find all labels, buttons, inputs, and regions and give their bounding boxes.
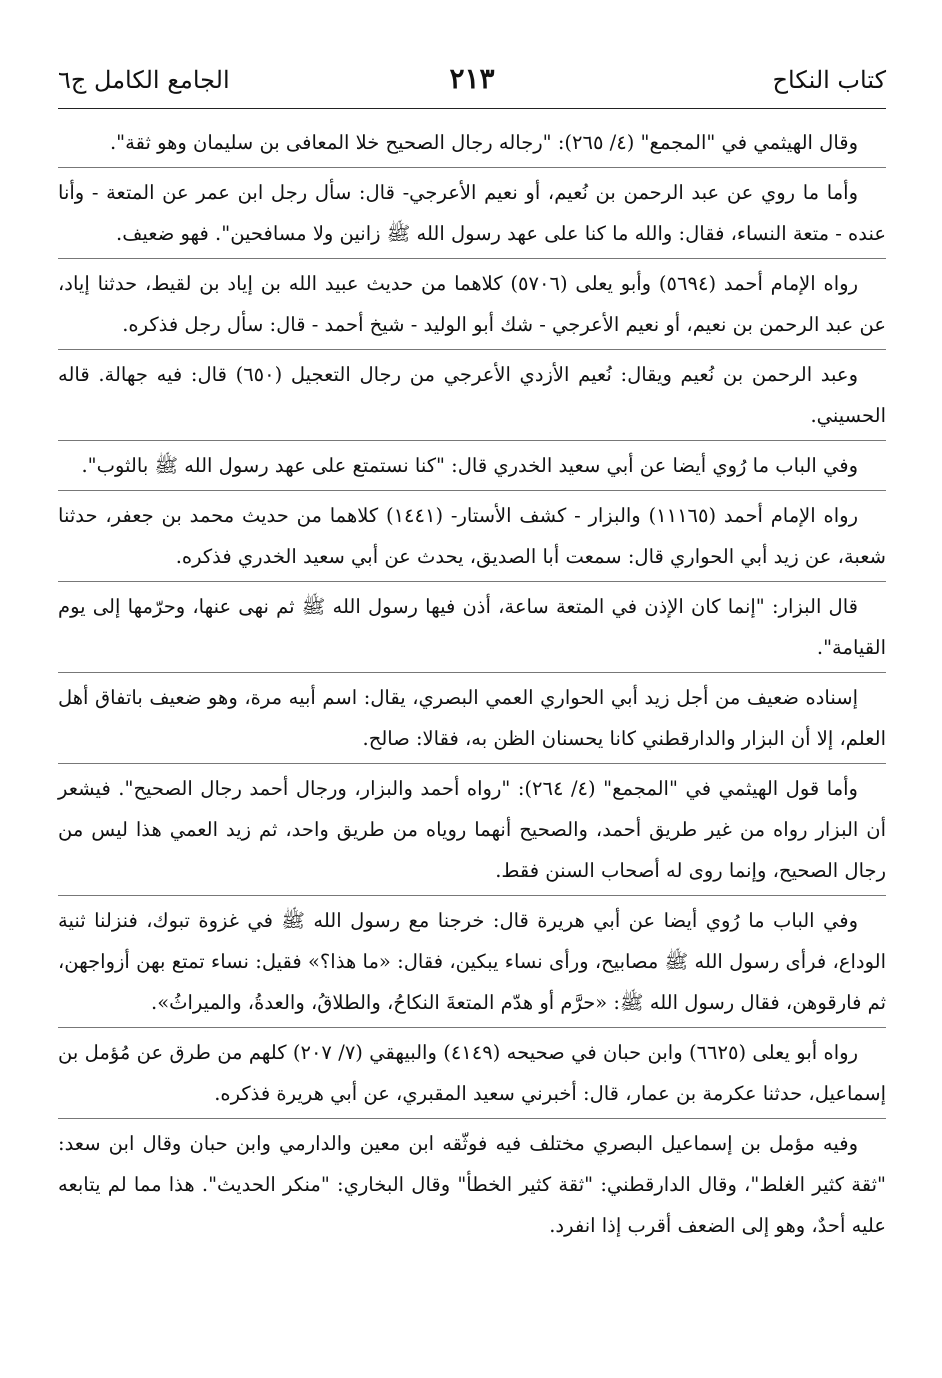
page-number: ٢١٣ bbox=[449, 62, 495, 95]
paragraph: إسناده ضعيف من أجل زيد أبي الحواري العمي البصري، يقال: اسم أبيه مرة، وهو ضعيف باتفاق أهل العلم، إلا أن البزار والدارقطني كانا يحسنان الظن به، فقالا: صالح. bbox=[58, 672, 886, 763]
paragraph: رواه الإمام أحمد (١١١٦٥) والبزار - كشف الأستار- (١٤٤١) كلاهما من حديث محمد بن جعفر، حدثنا شعبة، عن زيد أبي الحواري قال: سمعت أبا الصديق، يحدث عن أبي سعيد الخدري فذكره. bbox=[58, 490, 886, 581]
paragraph: وقال الهيثمي في "المجمع" (٤/ ٢٦٥): "رجاله رجال الصحيح خلا المعافى بن سليمان وهو ثقة". bbox=[109, 131, 858, 154]
paragraph: وفي الباب ما رُوي أيضا عن أبي سعيد الخدري قال: "كنا نستمتع على عهد رسول الله ﷺ بالثوب". bbox=[58, 440, 886, 490]
page-header bbox=[58, 62, 886, 102]
header-rule bbox=[58, 108, 886, 109]
paragraph: وعبد الرحمن بن نُعيم ويقال: نُعيم الأزدي الأعرجي من رجال التعجيل (٦٥٠) قال: فيه جهالة. قاله الحسيني. bbox=[58, 349, 886, 440]
paragraph: وفي الباب ما رُوي أيضا عن أبي هريرة قال: خرجنا مع رسول الله ﷺ في غزوة تبوك، فنزلنا ثنية الوداع، فرأى رسول الله ﷺ مصابيح، ورأى نساء يبكين، فقال: «ما هذا؟» فقيل: نساء تمتع بهن أزواجهن، ثم فارقوهن، فقال رسول الله ﷺ: «حرَّم أو هدّم المتعةَ النكاحُ، والطلاقُ، والعدةُ، والميراثُ». bbox=[58, 895, 886, 1027]
paragraph: قال البزار: "إنما كان الإذن في المتعة ساعة، أذن فيها رسول الله ﷺ ثم نهى عنها، وحرّمها إلى يوم القيامة". bbox=[58, 581, 886, 672]
paragraph: رواه الإمام أحمد (٥٦٩٤) وأبو يعلى (٥٧٠٦) كلاهما من حديث عبيد الله بن إياد بن لقيط، حدثنا إياد، عن عبد الرحمن بن نعيم، أو نعيم الأعرجي - شك أبو الوليد - شيخ أحمد - قال: سأل رجل فذكره. bbox=[58, 258, 886, 349]
paragraph: رواه أبو يعلى (٦٦٢٥) وابن حبان في صحيحه (٤١٤٩) والبيهقي (٧/ ٢٠٧) كلهم من طرق عن مُؤمل بن إسماعيل، حدثنا عكرمة بن عمار، قال: أخبرني سعيد المقبري، عن أبي هريرة فذكره. bbox=[58, 1027, 886, 1118]
page-body bbox=[58, 118, 886, 1250]
paragraph: وأما قول الهيثمي في "المجمع" (٤/ ٢٦٤): "رواه أحمد والبزار، ورجال أحمد رجال الصحيح". فيشعر أن البزار رواه من غير طريق أحمد، والصحيح أنهما روياه من طريق واحد، ثم زيد العمي هذا ليس من رجال الصحيح، وإنما روى له أصحاب السنن فقط. bbox=[58, 763, 886, 895]
paragraph: وأما ما روي عن عبد الرحمن بن نُعيم، أو نعيم الأعرجي- قال: سأل رجل ابن عمر عن المتعة - وأنا عنده - متعة النساء، فقال: والله ما كنا على عهد رسول الله ﷺ زانين ولا مسافحين". فهو ضعيف. bbox=[58, 167, 886, 258]
paragraph: وفيه مؤمل بن إسماعيل البصري مختلف فيه فوثّقه ابن معين والدارمي وابن حبان وقال ابن سعد: "ثقة كثير الغلط"، وقال الدارقطني: "ثقة كثير الخطأ" وقال البخاري: "منكر الحديث". هذا مما لم يتابعه عليه أحدٌ، وهو إلى الضعف أقرب إذا انفرد. bbox=[58, 1118, 886, 1250]
running-head-section: كتاب النكاح bbox=[772, 66, 886, 94]
running-head-title: الجامع الكامل ج٦ bbox=[58, 66, 230, 94]
